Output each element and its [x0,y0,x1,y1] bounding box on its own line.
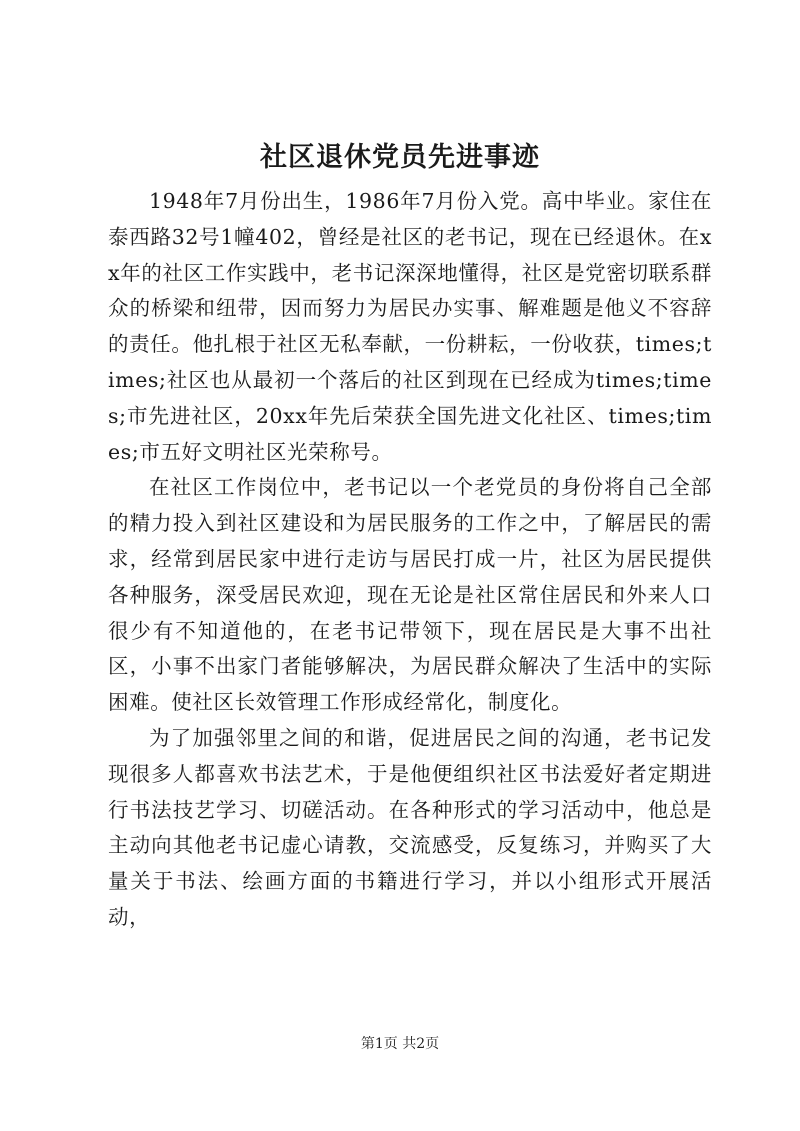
page-number-footer: 第1页 共2页 [360,1036,440,1052]
paragraph-2: 在社区工作岗位中，老书记以一个老党员的身份将自己全部的精力投入到社区建设和为居民服务的工作之中，了解居民的需求，经常到居民家中进行走访与居民打成一片，社区为居民提供各种服务，深受居民欢迎，现在无论是社区常住居民和外来人口很少有不知道他的，在老书记带领下，现在居民是大事不出社区，小事不出家门者能够解决，为居民群众解决了生活中的实际困难。使社区长效管理工作形成经常化，制度化。 [108,475,712,715]
paragraph-3: 为了加强邻里之间的和谐，促进居民之间的沟通，老书记发现很多人都喜欢书法艺术，于是他便组织社区书法爱好者定期进行书法技艺学习、切磋活动。在各种形式的学习活动中，他总是主动向其他老书记虚心请教，交流感受，反复练习，并购买了大量关于书法、绘画方面的书籍进行学习，并以小组形式开展活动， [108,725,712,929]
page-title: 社区退休党员先进事迹 [260,142,540,173]
paragraph-1: 1948年7月份出生，1986年7月份入党。高中毕业。家住在泰西路32号1幢402，曾经是社区的老书记，现在已经退休。在xx年的社区工作实践中，老书记深深地懂得，社区是党密切联系群众的桥梁和纽带，因而努力为居民办实事、解难题是他义不容辞的责任。他扎根于社区无私奉献，一份耕耘，一份收获，times;times;社区也从最初一个落后的社区到现在已经成为times;times;市先进社区，20xx年先后荣获全国先进文化社区、times;times;市五好文明社区光荣称号。 [108,189,712,464]
document-body [108,184,712,936]
